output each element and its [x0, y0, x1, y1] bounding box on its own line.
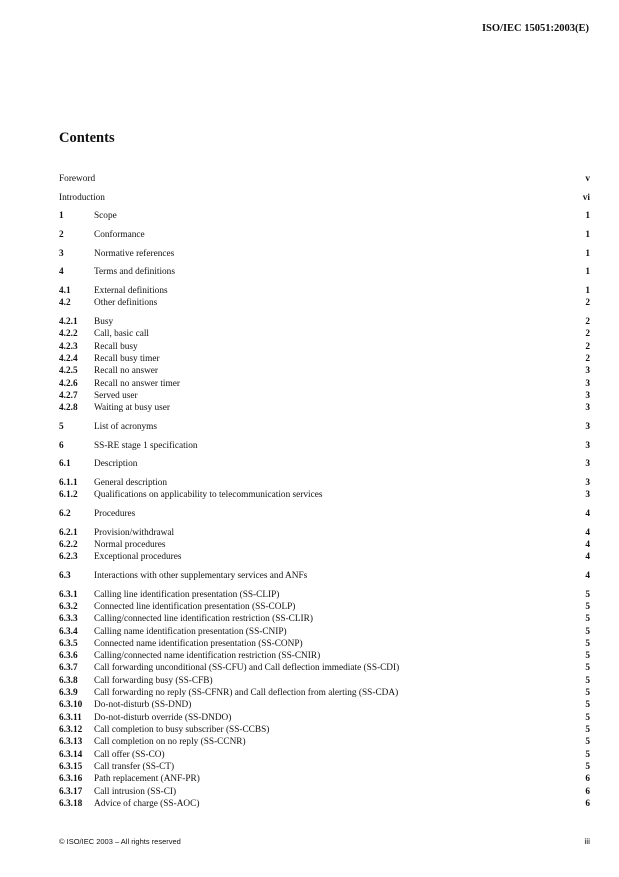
toc-number: 6.3	[59, 571, 71, 581]
toc-entry	[59, 402, 590, 415]
toc-entry	[59, 328, 590, 341]
toc-number: 6.3.15	[59, 762, 83, 772]
toc-label: Terms and definitions	[94, 267, 175, 277]
toc-label: Served user	[94, 391, 138, 401]
toc-label: Calling name identification presentation (SS-CNIP)	[94, 627, 287, 637]
toc-page: 5	[585, 614, 590, 624]
toc-number: 4.1	[59, 286, 71, 296]
toc-entry	[59, 570, 590, 583]
toc-number: 6.2.1	[59, 528, 78, 538]
toc-entry	[59, 761, 590, 774]
toc-number: 4.2	[59, 298, 71, 308]
toc-entry	[59, 589, 590, 602]
toc-label: Advice of charge (SS-AOC)	[94, 799, 200, 809]
toc-entry	[59, 687, 590, 700]
toc-page: 1	[585, 249, 590, 259]
toc-label: Introduction	[59, 193, 105, 203]
toc-page: 5	[585, 700, 590, 710]
toc-label: List of acronyms	[94, 422, 157, 432]
toc-number: 4.2.3	[59, 342, 78, 352]
toc-number: 6.3.4	[59, 627, 78, 637]
toc-entry	[59, 192, 590, 205]
toc-number: 6.3.10	[59, 700, 83, 710]
toc-label: Calling/connected line identification restriction (SS-CLIR)	[94, 614, 313, 624]
toc-page: v	[585, 174, 590, 184]
toc-label: Recall no answer timer	[94, 379, 180, 389]
toc-entry	[59, 601, 590, 614]
toc-page: 5	[585, 590, 590, 600]
toc-label: Call offer (SS-CO)	[94, 750, 165, 760]
toc-label: Call completion to busy subscriber (SS-CCBS)	[94, 725, 270, 735]
toc-number: 6.3.17	[59, 787, 83, 797]
toc-label: Foreword	[59, 174, 96, 184]
toc-entry	[59, 551, 590, 564]
toc-label: Call, basic call	[94, 329, 149, 339]
toc-entry	[59, 613, 590, 626]
toc-number: 4.2.2	[59, 329, 78, 339]
toc-label: Other definitions	[94, 298, 158, 308]
toc-entry	[59, 489, 590, 502]
toc-page: 3	[585, 490, 590, 500]
toc-label: Call intrusion (SS-CI)	[94, 787, 177, 797]
toc-label: Scope	[94, 211, 117, 221]
toc-label: Call forwarding unconditional (SS-CFU) and Call deflection immediate (SS-CDI)	[94, 663, 400, 673]
toc-label: Calling line identification presentation (SS-CLIP)	[94, 590, 280, 600]
toc-number: 2	[59, 230, 64, 240]
toc-page: 4	[585, 509, 590, 519]
toc-entry	[59, 248, 590, 261]
toc-number: 4.2.5	[59, 366, 78, 376]
toc-entry	[59, 773, 590, 786]
toc-page: 5	[585, 639, 590, 649]
toc-label: External definitions	[94, 286, 168, 296]
toc-entry	[59, 798, 590, 811]
toc-label: Do-not-disturb (SS-DND)	[94, 700, 192, 710]
toc-page: 3	[585, 459, 590, 469]
toc-page: 1	[585, 211, 590, 221]
toc-entry	[59, 712, 590, 725]
toc-label: Connected line identification presentation (SS-COLP)	[94, 602, 296, 612]
toc-entry	[59, 229, 590, 242]
toc-label: Recall no answer	[94, 366, 159, 376]
toc-entry	[59, 285, 590, 298]
toc-page: 5	[585, 602, 590, 612]
toc-page: 4	[585, 552, 590, 562]
toc-page: 5	[585, 663, 590, 673]
toc-entry	[59, 297, 590, 310]
toc-page: 5	[585, 627, 590, 637]
toc-entry	[59, 699, 590, 712]
toc-entry	[59, 458, 590, 471]
toc-entry	[59, 341, 590, 354]
toc-label: Exceptional procedures	[94, 552, 182, 562]
toc-page: 2	[585, 298, 590, 308]
toc-number: 6.3.5	[59, 639, 78, 649]
toc-label: Busy	[94, 317, 114, 327]
toc-number: 6.2	[59, 509, 71, 519]
toc-page: 1	[585, 267, 590, 277]
toc-entry	[59, 675, 590, 688]
toc-page: 3	[585, 441, 590, 451]
toc-number: 6.1	[59, 459, 71, 469]
toc-entry	[59, 736, 590, 749]
toc-entry	[59, 786, 590, 799]
toc-page: 3	[585, 478, 590, 488]
toc-page: 4	[585, 540, 590, 550]
page-number: iii	[584, 836, 590, 846]
toc-number: 6.3.7	[59, 663, 78, 673]
toc-number: 6.1.1	[59, 478, 78, 488]
toc-number: 6.3.2	[59, 602, 78, 612]
toc-page: 4	[585, 528, 590, 538]
toc-page: 2	[585, 354, 590, 364]
toc-label: SS-RE stage 1 specification	[94, 441, 198, 451]
toc-number: 4.2.8	[59, 403, 78, 413]
copyright-notice: © ISO/IEC 2003 – All rights reserved	[59, 837, 181, 846]
table-of-contents	[59, 0, 590, 877]
toc-page: 5	[585, 725, 590, 735]
toc-page: 6	[585, 774, 590, 784]
toc-page: vi	[582, 193, 590, 203]
toc-label: Procedures	[94, 509, 136, 519]
toc-label: Call transfer (SS-CT)	[94, 762, 175, 772]
toc-page: 5	[585, 713, 590, 723]
toc-number: 6	[59, 441, 64, 451]
toc-page: 3	[585, 379, 590, 389]
toc-number: 6.1.2	[59, 490, 78, 500]
toc-number: 6.2.3	[59, 552, 78, 562]
toc-number: 6.3.13	[59, 737, 83, 747]
toc-page: 3	[585, 403, 590, 413]
toc-number: 6.3.16	[59, 774, 83, 784]
toc-label: Recall busy	[94, 342, 138, 352]
toc-label: Normative references	[94, 249, 175, 259]
toc-label: Provision/withdrawal	[94, 528, 175, 538]
toc-number: 6.3.8	[59, 676, 78, 686]
toc-entry	[59, 365, 590, 378]
toc-page: 1	[585, 230, 590, 240]
toc-entry	[59, 650, 590, 663]
toc-label: Conformance	[94, 230, 145, 240]
toc-entry	[59, 638, 590, 651]
toc-page: 5	[585, 750, 590, 760]
toc-number: 6.3.18	[59, 799, 83, 809]
toc-page: 5	[585, 676, 590, 686]
toc-number: 6.3.14	[59, 750, 83, 760]
toc-number: 4	[59, 267, 64, 277]
toc-page: 5	[585, 651, 590, 661]
toc-number: 5	[59, 422, 64, 432]
toc-entry	[59, 724, 590, 737]
toc-page: 5	[585, 688, 590, 698]
toc-label: Call forwarding no reply (SS-CFNR) and Call deflection from alerting (SS-CDA)	[94, 688, 399, 698]
toc-label: Path replacement (ANF-PR)	[94, 774, 200, 784]
toc-entry	[59, 626, 590, 639]
toc-entry	[59, 508, 590, 521]
toc-entry	[59, 421, 590, 434]
toc-number: 6.2.2	[59, 540, 78, 550]
toc-page: 4	[585, 571, 590, 581]
toc-number: 4.2.1	[59, 317, 78, 327]
page-title: Contents	[59, 130, 115, 146]
toc-entry	[59, 378, 590, 391]
toc-page: 5	[585, 762, 590, 772]
toc-page: 6	[585, 787, 590, 797]
toc-page: 3	[585, 391, 590, 401]
toc-page: 2	[585, 329, 590, 339]
toc-number: 6.3.11	[59, 713, 82, 723]
toc-label: General description	[94, 478, 168, 488]
toc-page: 5	[585, 737, 590, 747]
toc-number: 6.3.3	[59, 614, 78, 624]
toc-number: 4.2.7	[59, 391, 78, 401]
toc-label: Calling/connected name identification restriction (SS-CNIR)	[94, 651, 321, 661]
toc-number: 3	[59, 249, 64, 259]
toc-page: 6	[585, 799, 590, 809]
toc-page: 1	[585, 286, 590, 296]
toc-entry	[59, 527, 590, 540]
toc-label: Normal procedures	[94, 540, 166, 550]
toc-entry	[59, 210, 590, 223]
document-id: ISO/IEC 15051:2003(E)	[481, 23, 589, 34]
toc-number: 4.2.6	[59, 379, 78, 389]
toc-entry	[59, 316, 590, 329]
toc-entry	[59, 749, 590, 762]
toc-label: Waiting at busy user	[94, 403, 170, 413]
toc-page: 3	[585, 366, 590, 376]
toc-label: Interactions with other supplementary services and ANFs	[94, 571, 308, 581]
toc-label: Recall busy timer	[94, 354, 160, 364]
toc-entry	[59, 173, 590, 186]
toc-number: 4.2.4	[59, 354, 78, 364]
toc-entry	[59, 353, 590, 366]
toc-label: Call completion on no reply (SS-CCNR)	[94, 737, 246, 747]
toc-label: Qualifications on applicability to telecommunication services	[94, 490, 323, 500]
toc-entry	[59, 477, 590, 490]
toc-number: 6.3.6	[59, 651, 78, 661]
toc-entry	[59, 390, 590, 403]
toc-entry	[59, 662, 590, 675]
toc-number: 6.3.12	[59, 725, 83, 735]
toc-label: Description	[94, 459, 138, 469]
toc-entry	[59, 440, 590, 453]
toc-label: Do-not-disturb override (SS-DNDO)	[94, 713, 232, 723]
toc-page: 3	[585, 422, 590, 432]
toc-number: 1	[59, 211, 64, 221]
toc-number: 6.3.1	[59, 590, 78, 600]
toc-label: Connected name identification presentation (SS-CONP)	[94, 639, 303, 649]
toc-number: 6.3.9	[59, 688, 78, 698]
toc-page: 2	[585, 342, 590, 352]
toc-entry	[59, 539, 590, 552]
toc-page: 2	[585, 317, 590, 327]
toc-label: Call forwarding busy (SS-CFB)	[94, 676, 213, 686]
toc-entry	[59, 266, 590, 279]
